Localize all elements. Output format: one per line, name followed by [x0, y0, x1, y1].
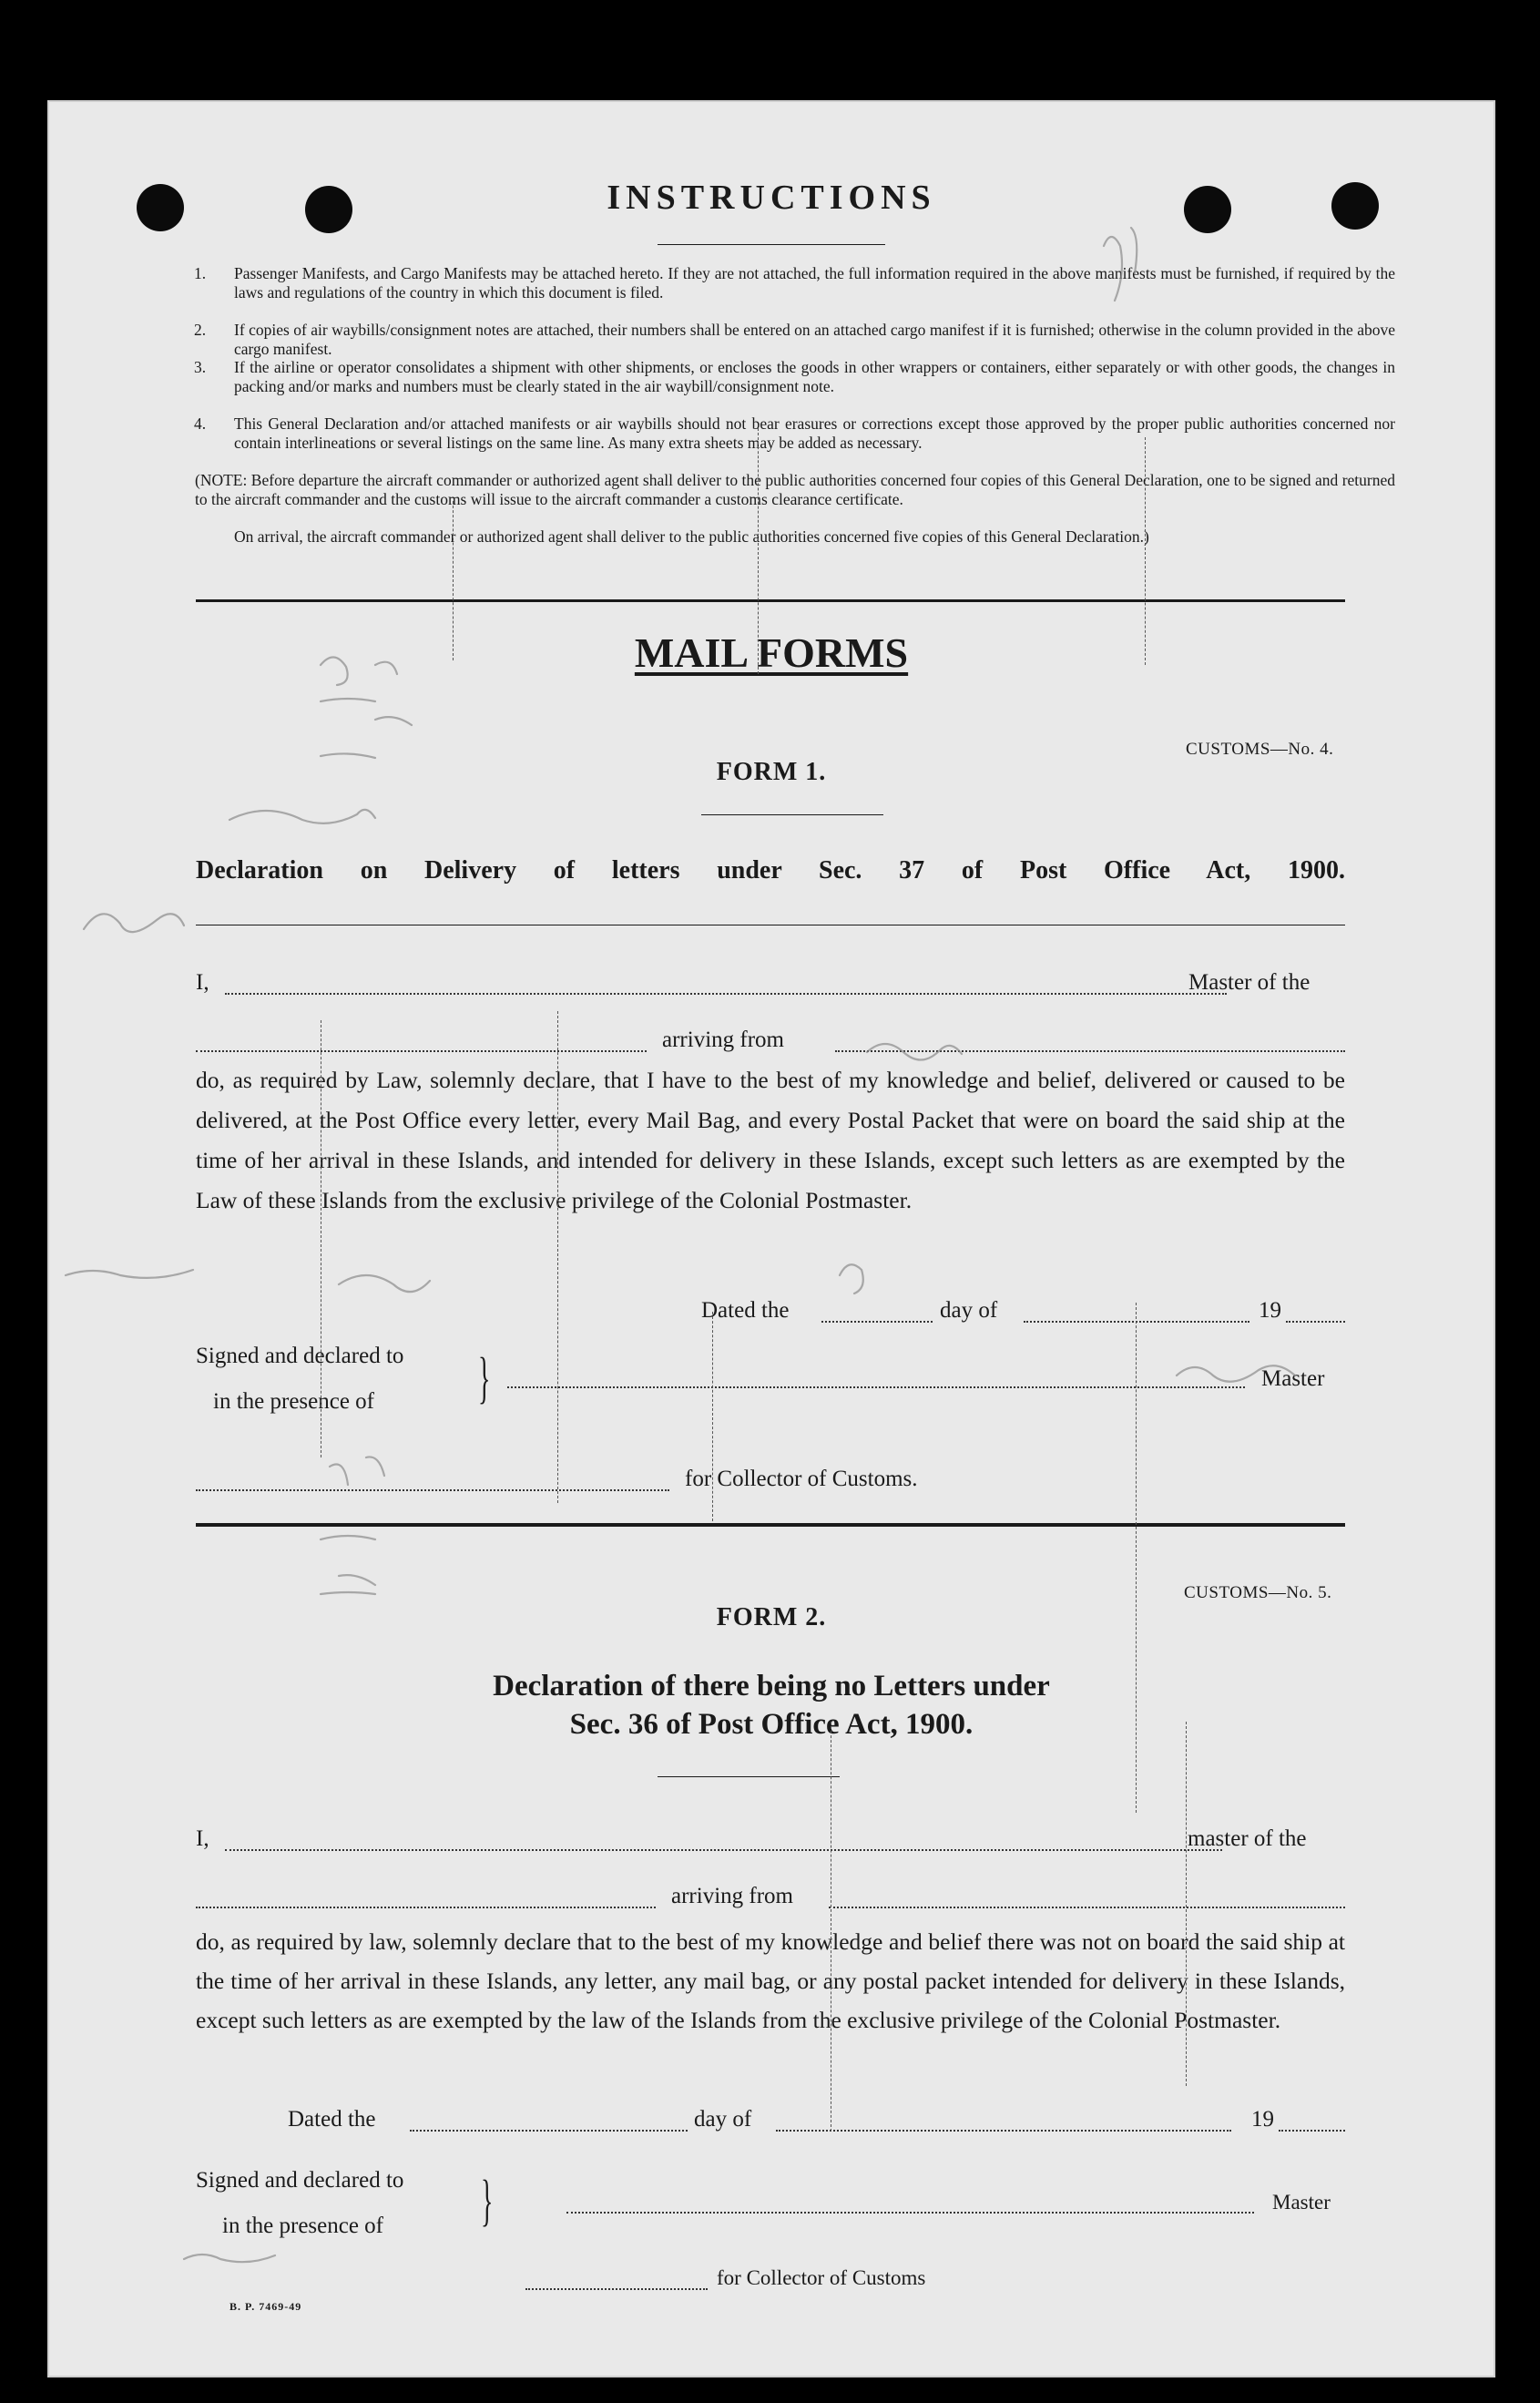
- mail-forms-title: MAIL FORMS: [634, 629, 909, 676]
- form2-day-of: day of: [694, 2107, 752, 2132]
- form1-master-of-the: Master of the: [1188, 970, 1311, 995]
- pencil-note-bottom: [184, 2255, 275, 2262]
- footer-form-code: B. P. 7469-49: [229, 2300, 302, 2313]
- form1-title: FORM 1.: [716, 758, 827, 786]
- form2-i-label: I,: [196, 1826, 209, 1851]
- form1-day-of: day of: [940, 1298, 998, 1323]
- form1-brace: }: [478, 1347, 491, 1409]
- instruction-number: 4.: [194, 414, 207, 433]
- instructions-title: INSTRUCTIONS: [607, 179, 936, 217]
- form1-signed-line1: Signed and declared to: [196, 1344, 404, 1368]
- pencil-scribble-left: [229, 810, 375, 823]
- form2-signed-line1: Signed and declared to: [196, 2168, 404, 2193]
- form2-collector-label: for Collector of Customs: [717, 2266, 926, 2289]
- document-page: [47, 100, 1495, 2377]
- form1-year-prefix: 19: [1259, 1298, 1281, 1323]
- form2-declaration-title-line1: Declaration of there being no Letters under: [493, 1670, 1050, 1703]
- pencil-note-left-lower: [66, 1270, 430, 1292]
- form2-brace: }: [481, 2170, 494, 2232]
- instruction-text: If the airline or operator consolidates a shipment with other shipments, or encloses the goods in other wrappers or containers, either separately or with other goods, the changes in packing and/or marks and numbers must be clearly stated in the air waybill/consignment note.: [234, 358, 1395, 395]
- form2-customs-number: CUSTOMS—No. 5.: [1184, 1583, 1332, 1602]
- pencil-margin-note: [84, 914, 184, 932]
- form2-dated-the: Dated the: [288, 2107, 376, 2132]
- pencil-note-right: [1177, 1365, 1295, 1382]
- form1-declaration-title: Declaration on Delivery of letters under Sec. 37 of Post Office Act, 1900.: [196, 856, 1345, 885]
- form1-master-label: Master: [1261, 1366, 1325, 1391]
- form2-master-label: Master: [1272, 2191, 1331, 2214]
- instruction-note-arrival-text: On arrival, the aircraft commander or authorized agent shall deliver to the public authorities concerned five copies of this General Declaration.): [234, 527, 1149, 546]
- form2-master-of-the: master of the: [1188, 1826, 1307, 1851]
- instruction-note-text: (NOTE: Before departure the aircraft commander or authorized agent shall deliver to the public authorities concerned four copies of this General Declaration, one to be signed and returned to the aircraft commander and the customs will issue to the aircraft commander a customs clearance certificate.: [195, 471, 1395, 508]
- form2-year-prefix: 19: [1251, 2107, 1274, 2132]
- form2-declaration-body: do, as required by law, solemnly declare that to the best of my knowledge and belief there was not on board the said ship at the time of her arrival in these Islands, any letter, any mail bag, or any postal packet intended for delivery in these Islands, except such letters as are exempted by the law of the Islands from the exclusive privilege of the Colonial Postmaster.: [196, 1928, 1345, 2033]
- form1-customs-number: CUSTOMS—No. 4.: [1186, 740, 1334, 759]
- pencil-tally-left: [321, 657, 412, 758]
- form1-collector-label: for Collector of Customs.: [685, 1467, 918, 1491]
- pencil-number: [840, 1264, 863, 1294]
- pencil-mark-top-right: [1104, 228, 1137, 301]
- form1-arriving-from: arriving from: [662, 1028, 784, 1052]
- instruction-text: This General Declaration and/or attached manifests or air waybills should not bear erasures or corrections except those approved by the proper public authorities concerned nor contain interlineations or several listings on the same line. As many extra sheets may be added as necessary.: [234, 414, 1395, 452]
- instruction-number: 2.: [194, 321, 207, 339]
- instruction-number: 1.: [194, 264, 207, 282]
- form1-i-label: I,: [196, 970, 209, 995]
- pencil-scribble-mid: [867, 1044, 962, 1060]
- pencil-tally-lower: [321, 1457, 384, 1594]
- form1-dated-the: Dated the: [701, 1298, 790, 1323]
- form1-signed-line2: in the presence of: [213, 1389, 375, 1414]
- instruction-number: 3.: [194, 358, 207, 376]
- handwritten-annotations: [47, 100, 1495, 2377]
- form2-declaration-title-line2: Sec. 36 of Post Office Act, 1900.: [569, 1708, 974, 1741]
- form2-title: FORM 2.: [716, 1603, 827, 1631]
- form2-arriving-from: arriving from: [671, 1884, 793, 1908]
- form2-signed-line2: in the presence of: [222, 2214, 384, 2238]
- form1-declaration-body: do, as required by Law, solemnly declare, that I have to the best of my knowledge and belief, delivered or caused to be delivered, at the Post Office every letter, every Mail Bag, and every Postal Packet that were on board the said ship at the time of her arrival in these Islands, and intended for delivery in these Islands, except such letters as are exempted by the Law of these Islands from the exclusive privilege of the Colonial Postmaster.: [196, 1067, 1345, 1213]
- instruction-text: If copies of air waybills/consignment notes are attached, their numbers shall be entered on an attached cargo manifest if it is furnished; otherwise in the column provided in the above cargo manifest.: [234, 321, 1395, 358]
- instruction-text: Passenger Manifests, and Cargo Manifests may be attached hereto. If they are not attached, the full information required in the above manifests must be furnished, if required by the laws and regulations of the country in which this document is filed.: [234, 264, 1395, 302]
